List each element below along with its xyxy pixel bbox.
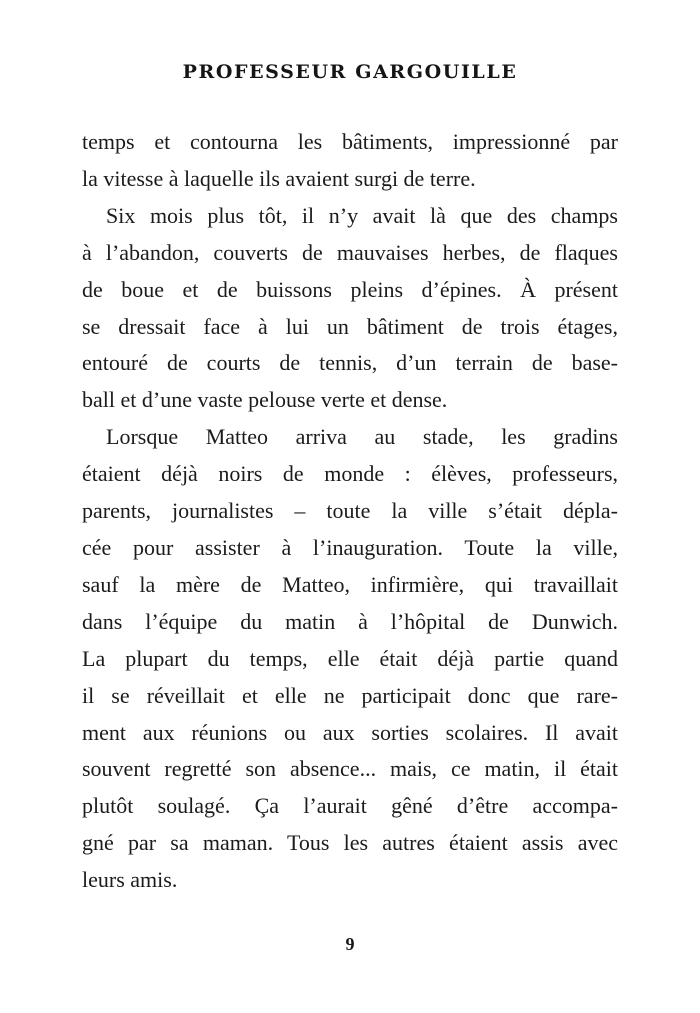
body-line: gné par sa maman. Tous les autres étaient assis avec: [82, 830, 618, 856]
running-header: PROFESSEUR GARGOUILLE: [182, 61, 518, 83]
body-line: plutôt soulagé. Ça l’aurait gêné d’être accompa-: [82, 793, 618, 819]
body-line: La plupart du temps, elle était déjà partie quand: [82, 645, 618, 671]
body-line: cée pour assister à l’inauguration. Toute la ville,: [82, 534, 618, 560]
body-line: de boue et de buissons pleins d’épines. À présent: [82, 276, 618, 302]
body-line: parents, journalistes – toute la ville s’était dépla-: [82, 498, 618, 524]
body-line: Lorsque Matteo arriva au stade, les gradins: [106, 424, 618, 450]
body-line: temps et contourna les bâtiments, impressionné par: [82, 129, 618, 154]
body-line: souvent regretté son absence... mais, ce matin, il était: [82, 756, 618, 782]
body-line: sauf la mère de Matteo, infirmière, qui travaillait: [82, 571, 618, 597]
body-line: ment aux réunions ou aux sorties scolaires. Il avait: [82, 719, 618, 745]
body-line: étaient déjà noirs de monde : élèves, professeurs,: [82, 461, 618, 487]
paragraph: [82, 198, 618, 419]
body-line: il se réveillait et elle ne participait donc que rare-: [82, 682, 618, 708]
page-number: 9: [345, 934, 355, 954]
body-line: leurs amis.: [82, 867, 178, 893]
paragraph: [82, 124, 618, 198]
body-line: dans l’équipe du matin à l’hôpital de Dunwich.: [82, 608, 618, 634]
body-line: entouré de courts de tennis, d’un terrain de base-: [82, 350, 618, 376]
body-line: Six mois plus tôt, il n’y avait là que des champs: [106, 202, 618, 228]
paragraph: [82, 419, 618, 899]
body-line: la vitesse à laquelle ils avaient surgi de terre.: [82, 165, 476, 191]
body-line: se dressait face à lui un bâtiment de trois étages,: [82, 313, 618, 339]
body-text: [82, 124, 618, 899]
body-line: ball et d’une vaste pelouse verte et dense.: [82, 387, 448, 413]
body-line: à l’abandon, couverts de mauvaises herbes, de flaques: [82, 239, 618, 265]
